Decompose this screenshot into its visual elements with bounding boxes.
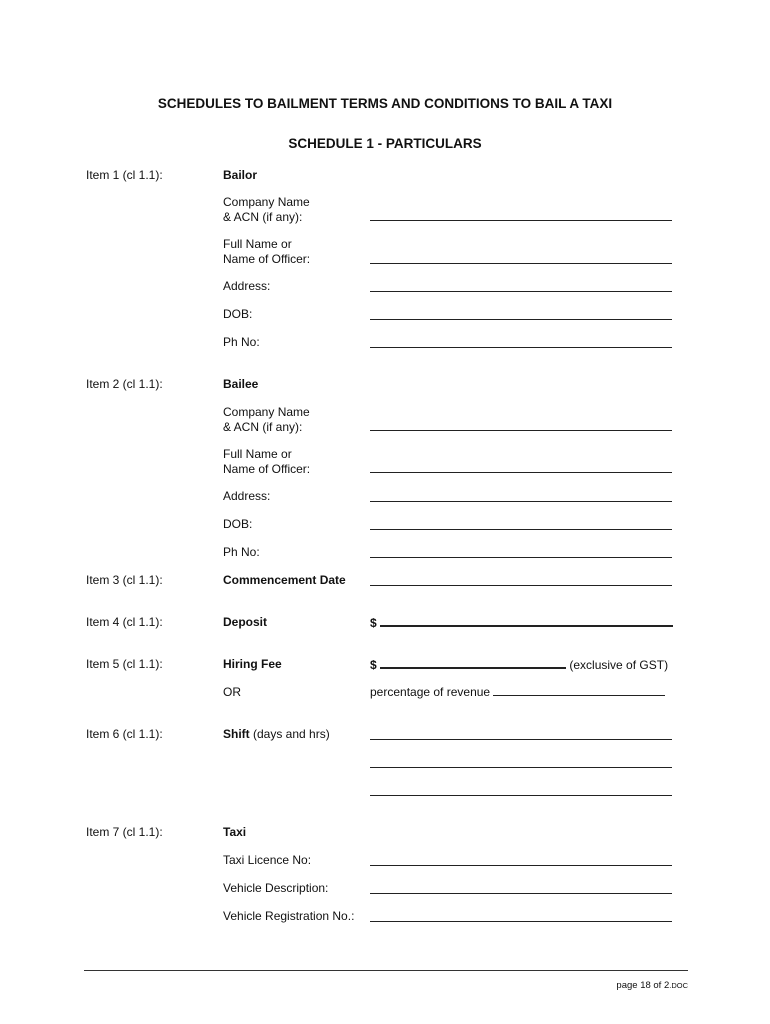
bailee-fullname-label-line1: Full Name or [223,447,292,461]
deposit-label: Deposit [223,615,268,629]
bailee-dob-line[interactable] [370,529,672,530]
item-4-reference: Item 4 (cl 1.1): [86,615,163,629]
bailor-fullname-label-line2: Name of Officer: [223,252,311,266]
bailor-dob-line[interactable] [370,319,672,320]
page-number-text: page 18 of 2 [616,980,670,991]
vehicle-registration-label: Vehicle Registration No.: [223,909,355,923]
bailee-company-label [223,405,310,435]
bailee-fullname-line[interactable] [370,472,672,473]
document-heading: SCHEDULES TO BAILMENT TERMS AND CONDITIONS TO BAIL A TAXI [157,96,613,111]
bailor-fullname-label [223,237,310,267]
item-7-reference: Item 7 (cl 1.1): [86,825,163,839]
vehicle-registration-line[interactable] [370,921,672,922]
shift-title-suffix: (days and hrs) [249,727,330,741]
taxi-heading: Taxi [223,825,247,839]
gst-note: (exclusive of GST) [569,658,669,672]
bailor-company-label-line1: Company Name [223,195,310,209]
bailor-address-label: Address: [223,279,271,293]
bailee-company-label-line2: & ACN (if any): [223,420,303,434]
deposit-field [370,615,673,630]
revenue-percentage-field [370,685,665,699]
revenue-percentage-line[interactable] [493,685,665,696]
deposit-currency: $ [370,616,377,630]
hiring-fee-amount-line[interactable] [380,657,566,669]
bailee-phone-line[interactable] [370,557,672,558]
bailee-address-line[interactable] [370,501,672,502]
doc-suffix: .DOC [669,981,688,990]
item-5-reference: Item 5 (cl 1.1): [86,657,163,671]
bailor-fullname-line[interactable] [370,263,672,264]
shift-line-2[interactable] [370,767,672,768]
shift-title: Shift [223,727,250,741]
schedule-heading: SCHEDULE 1 - PARTICULARS [288,136,482,151]
page-number [616,980,688,991]
taxi-licence-label: Taxi Licence No: [223,853,312,867]
vehicle-description-line[interactable] [370,893,672,894]
shift-line-3[interactable] [370,795,672,796]
item-6-reference: Item 6 (cl 1.1): [86,727,163,741]
bailee-dob-label: DOB: [223,517,253,531]
footer-divider [84,970,688,971]
revenue-percentage-label: percentage of revenue [370,685,491,699]
bailor-heading: Bailor [223,168,258,182]
hiring-fee-currency: $ [370,658,377,672]
bailor-fullname-label-line1: Full Name or [223,237,292,251]
commencement-date-label: Commencement Date [223,573,346,587]
bailee-phone-label: Ph No: [223,545,260,559]
bailor-company-label-line2: & ACN (if any): [223,210,303,224]
bailee-company-line[interactable] [370,430,672,431]
shift-line-1[interactable] [370,739,672,740]
bailor-address-line[interactable] [370,291,672,292]
bailee-heading: Bailee [223,377,259,391]
deposit-amount-line[interactable] [380,615,673,627]
item-3-reference: Item 3 (cl 1.1): [86,573,163,587]
bailee-fullname-label [223,447,310,477]
commencement-date-line[interactable] [370,585,672,586]
hiring-fee-label: Hiring Fee [223,657,282,671]
hiring-fee-or: OR [223,685,241,699]
shift-label [223,727,330,742]
taxi-licence-line[interactable] [370,865,672,866]
item-2-reference: Item 2 (cl 1.1): [86,377,163,391]
bailor-company-line[interactable] [370,220,672,221]
bailor-company-label [223,195,310,225]
bailee-company-label-line1: Company Name [223,405,310,419]
item-1-reference: Item 1 (cl 1.1): [86,168,163,182]
vehicle-description-label: Vehicle Description: [223,881,329,895]
bailee-fullname-label-line2: Name of Officer: [223,462,311,476]
hiring-fee-field [370,657,668,672]
bailor-phone-label: Ph No: [223,335,260,349]
bailor-phone-line[interactable] [370,347,672,348]
bailor-dob-label: DOB: [223,307,253,321]
bailee-address-label: Address: [223,489,271,503]
